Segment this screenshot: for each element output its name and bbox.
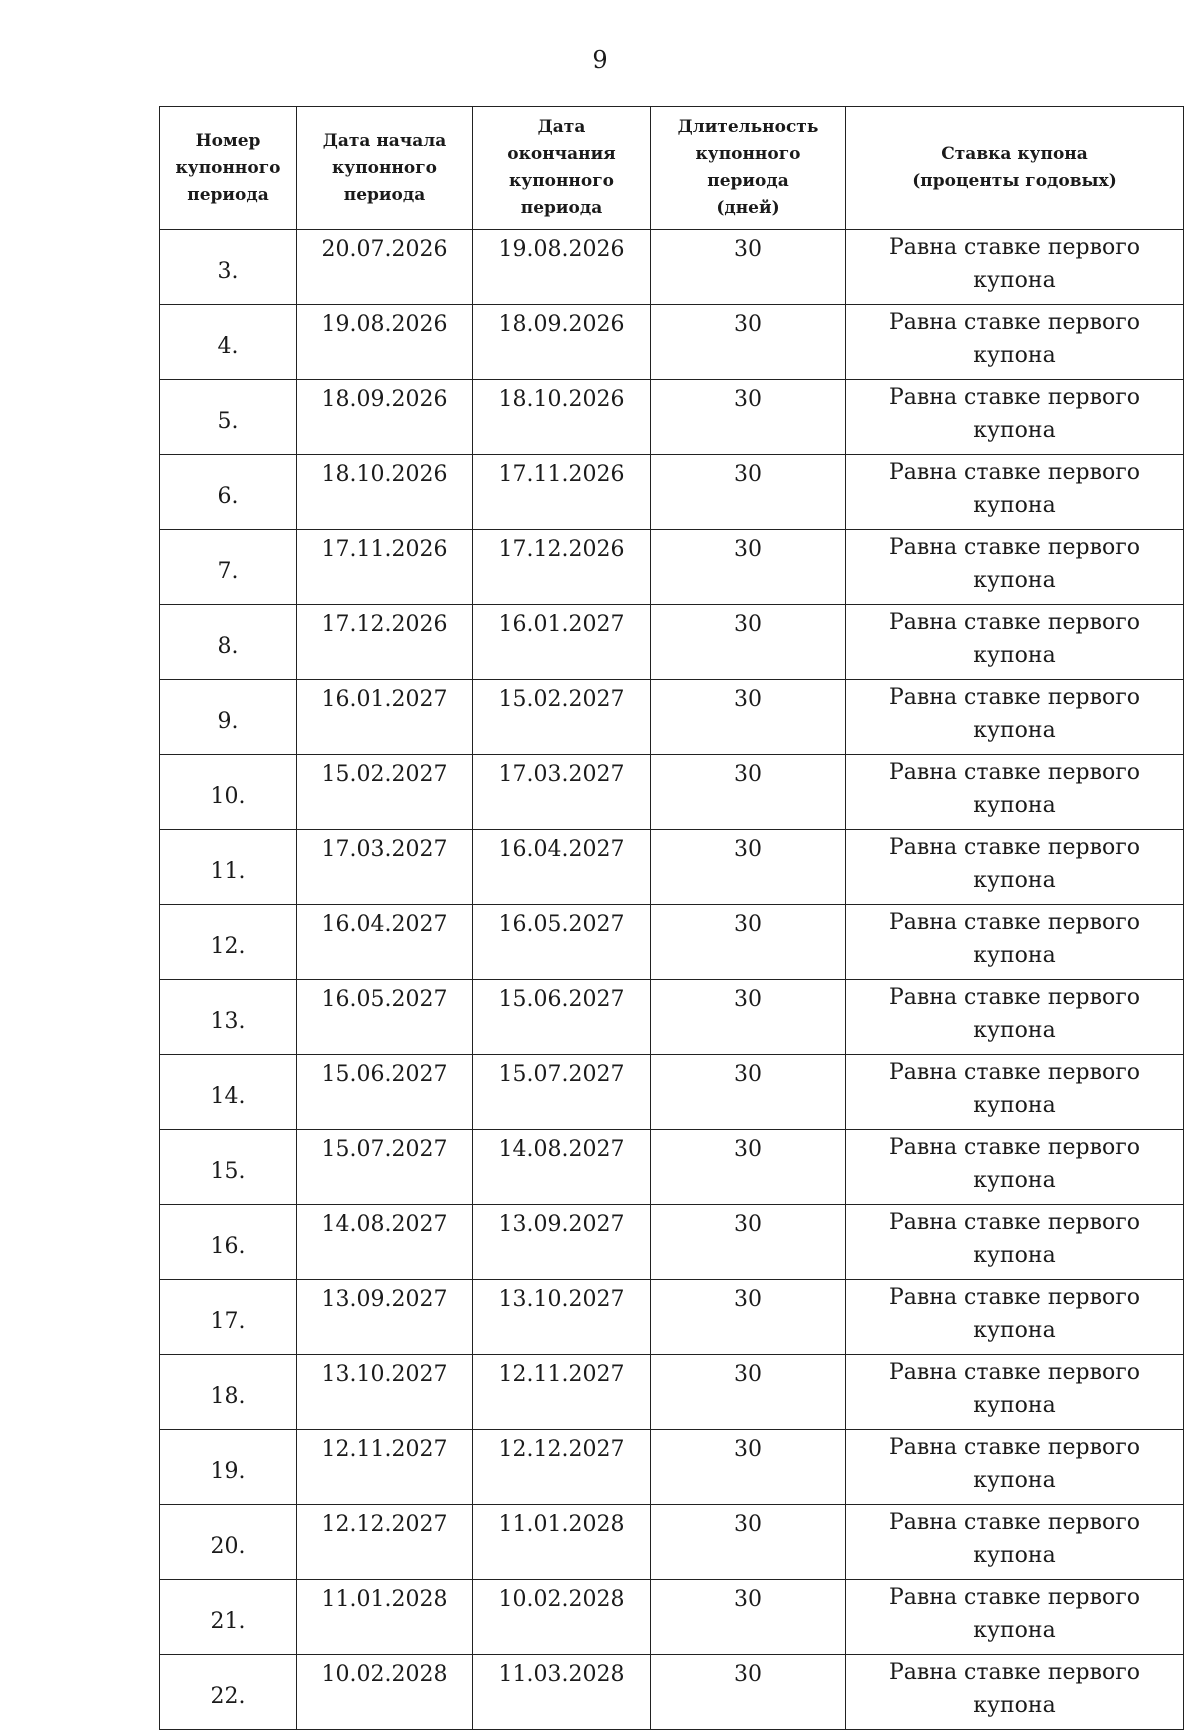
table-row xyxy=(160,455,1184,530)
duration-cell xyxy=(651,905,846,980)
header-label: Номер купонного периода xyxy=(175,130,281,205)
duration-cell-text: 30 xyxy=(734,1662,762,1687)
duration-cell xyxy=(651,605,846,680)
start-date-cell xyxy=(297,1130,473,1205)
coupon-rate-cell-text: Равна ставке первого купона xyxy=(888,235,1140,293)
start-date-cell-text: 13.09.2027 xyxy=(321,1287,448,1312)
table-row xyxy=(160,605,1184,680)
table-row xyxy=(160,305,1184,380)
end-date-cell xyxy=(473,1430,651,1505)
table-row xyxy=(160,1280,1184,1355)
end-date-cell xyxy=(473,1205,651,1280)
coupon-rate-cell xyxy=(846,455,1184,530)
start-date-cell xyxy=(297,305,473,380)
duration-cell-text: 30 xyxy=(734,1512,762,1537)
period-number-cell xyxy=(160,380,297,455)
period-number-cell xyxy=(160,530,297,605)
header-label: Дата окончания купонного периода xyxy=(507,117,616,218)
start-date-cell xyxy=(297,1205,473,1280)
end-date-cell xyxy=(473,680,651,755)
header-label: Ставка купона (проценты годовых) xyxy=(912,144,1117,191)
period-number-cell xyxy=(160,830,297,905)
duration-cell-text: 30 xyxy=(734,612,762,637)
start-date-cell xyxy=(297,605,473,680)
coupon-rate-cell xyxy=(846,1655,1184,1730)
end-date-cell-text: 15.07.2027 xyxy=(498,1062,625,1087)
end-date-cell-text: 18.09.2026 xyxy=(498,312,625,337)
coupon-rate-cell-text: Равна ставке первого купона xyxy=(888,1435,1140,1493)
end-date-cell xyxy=(473,380,651,455)
duration-cell-text: 30 xyxy=(734,1062,762,1087)
table-row xyxy=(160,530,1184,605)
period-number-cell xyxy=(160,1055,297,1130)
duration-cell xyxy=(651,530,846,605)
period-number-cell-text: 20. xyxy=(210,1533,246,1559)
period-number-cell-text: 12. xyxy=(210,933,246,959)
period-number-cell xyxy=(160,905,297,980)
coupon-rate-cell xyxy=(846,530,1184,605)
period-number-cell-text: 7. xyxy=(217,558,239,584)
coupon-rate-cell-text: Равна ставке первого купона xyxy=(888,610,1140,668)
coupon-rate-cell-text: Равна ставке первого купона xyxy=(888,835,1140,893)
start-date-cell-text: 10.02.2028 xyxy=(321,1662,448,1687)
coupon-rate-cell xyxy=(846,605,1184,680)
coupon-rate-cell xyxy=(846,1130,1184,1205)
end-date-cell-text: 12.11.2027 xyxy=(498,1362,625,1387)
table-row xyxy=(160,1205,1184,1280)
period-number-cell-text: 19. xyxy=(210,1458,246,1484)
end-date-cell-text: 11.03.2028 xyxy=(498,1662,625,1687)
duration-cell xyxy=(651,1055,846,1130)
end-date-cell xyxy=(473,1580,651,1655)
end-date-cell xyxy=(473,1505,651,1580)
duration-cell xyxy=(651,980,846,1055)
end-date-cell-text: 17.03.2027 xyxy=(498,762,625,787)
period-number-cell-text: 13. xyxy=(210,1008,246,1034)
period-number-cell-text: 18. xyxy=(210,1383,246,1409)
coupon-rate-cell-text: Равна ставке первого купона xyxy=(888,1135,1140,1193)
duration-cell xyxy=(651,305,846,380)
end-date-cell xyxy=(473,980,651,1055)
end-date-cell-text: 15.06.2027 xyxy=(498,987,625,1012)
coupon-rate-cell xyxy=(846,980,1184,1055)
end-date-cell xyxy=(473,755,651,830)
end-date-cell-text: 13.09.2027 xyxy=(498,1212,625,1237)
table-row xyxy=(160,905,1184,980)
coupon-rate-cell-text: Равна ставке первого купона xyxy=(888,460,1140,518)
duration-cell-text: 30 xyxy=(734,837,762,862)
end-date-cell xyxy=(473,830,651,905)
start-date-cell xyxy=(297,380,473,455)
page-number: 9 xyxy=(592,46,608,74)
period-number-cell xyxy=(160,230,297,305)
duration-cell-text: 30 xyxy=(734,1587,762,1612)
coupon-rate-cell-text: Равна ставке первого купона xyxy=(888,760,1140,818)
table-row xyxy=(160,680,1184,755)
start-date-cell xyxy=(297,755,473,830)
start-date-cell-text: 18.09.2026 xyxy=(321,387,448,412)
table-row xyxy=(160,980,1184,1055)
start-date-cell xyxy=(297,980,473,1055)
end-date-cell xyxy=(473,1355,651,1430)
coupon-rate-cell-text: Равна ставке первого купона xyxy=(888,1285,1140,1343)
table-row xyxy=(160,1430,1184,1505)
duration-cell xyxy=(651,1130,846,1205)
coupon-rate-cell xyxy=(846,1580,1184,1655)
table-header xyxy=(160,107,1184,230)
table-body xyxy=(160,230,1184,1730)
period-number-cell-text: 14. xyxy=(210,1083,246,1109)
table-row xyxy=(160,1130,1184,1205)
duration-cell-text: 30 xyxy=(734,687,762,712)
period-number-cell xyxy=(160,605,297,680)
coupon-rate-cell-text: Равна ставке первого купона xyxy=(888,985,1140,1043)
coupon-rate-cell-text: Равна ставке первого купона xyxy=(888,685,1140,743)
coupon-rate-cell-text: Равна ставке первого купона xyxy=(888,535,1140,593)
duration-cell-text: 30 xyxy=(734,1362,762,1387)
duration-cell xyxy=(651,1655,846,1730)
period-number-cell-text: 22. xyxy=(210,1683,246,1709)
start-date-cell xyxy=(297,1505,473,1580)
duration-cell xyxy=(651,830,846,905)
duration-cell xyxy=(651,755,846,830)
start-date-cell xyxy=(297,1580,473,1655)
coupon-rate-cell xyxy=(846,1355,1184,1430)
end-date-cell-text: 16.04.2027 xyxy=(498,837,625,862)
coupon-rate-cell-text: Равна ставке первого купона xyxy=(888,1510,1140,1568)
end-date-cell xyxy=(473,1055,651,1130)
duration-cell-text: 30 xyxy=(734,1212,762,1237)
header-period-number xyxy=(160,107,297,230)
duration-cell xyxy=(651,455,846,530)
period-number-cell xyxy=(160,1280,297,1355)
start-date-cell-text: 17.12.2026 xyxy=(321,612,448,637)
period-number-cell xyxy=(160,680,297,755)
start-date-cell xyxy=(297,680,473,755)
coupon-rate-cell-text: Равна ставке первого купона xyxy=(888,1660,1140,1718)
period-number-cell-text: 3. xyxy=(217,258,239,284)
coupon-rate-cell xyxy=(846,680,1184,755)
table-row xyxy=(160,1055,1184,1130)
start-date-cell-text: 11.01.2028 xyxy=(321,1587,448,1612)
coupon-rate-cell-text: Равна ставке первого купона xyxy=(888,385,1140,443)
duration-cell xyxy=(651,1355,846,1430)
start-date-cell-text: 12.12.2027 xyxy=(321,1512,448,1537)
end-date-cell-text: 11.01.2028 xyxy=(498,1512,625,1537)
period-number-cell xyxy=(160,755,297,830)
duration-cell xyxy=(651,1505,846,1580)
duration-cell-text: 30 xyxy=(734,462,762,487)
start-date-cell-text: 16.05.2027 xyxy=(321,987,448,1012)
period-number-cell-text: 17. xyxy=(210,1308,246,1334)
start-date-cell-text: 16.04.2027 xyxy=(321,912,448,937)
duration-cell-text: 30 xyxy=(734,312,762,337)
end-date-cell-text: 10.02.2028 xyxy=(498,1587,625,1612)
coupon-rate-cell xyxy=(846,755,1184,830)
start-date-cell-text: 19.08.2026 xyxy=(321,312,448,337)
coupon-rate-cell xyxy=(846,1205,1184,1280)
duration-cell-text: 30 xyxy=(734,987,762,1012)
header-label: Дата начала купонного периода xyxy=(322,130,447,205)
coupon-rate-cell-text: Равна ставке первого купона xyxy=(888,910,1140,968)
start-date-cell-text: 18.10.2026 xyxy=(321,462,448,487)
header-end-date xyxy=(473,107,651,230)
coupon-rate-cell-text: Равна ставке первого купона xyxy=(888,1060,1140,1118)
coupon-rate-cell xyxy=(846,1430,1184,1505)
coupon-schedule-table xyxy=(159,106,1184,1730)
period-number-cell-text: 6. xyxy=(217,483,239,509)
end-date-cell-text: 18.10.2026 xyxy=(498,387,625,412)
end-date-cell-text: 13.10.2027 xyxy=(498,1287,625,1312)
coupon-rate-cell-text: Равна ставке первого купона xyxy=(888,310,1140,368)
start-date-cell-text: 15.02.2027 xyxy=(321,762,448,787)
coupon-rate-cell-text: Равна ставке первого купона xyxy=(888,1360,1140,1418)
start-date-cell xyxy=(297,1055,473,1130)
end-date-cell-text: 16.05.2027 xyxy=(498,912,625,937)
start-date-cell xyxy=(297,1655,473,1730)
end-date-cell-text: 12.12.2027 xyxy=(498,1437,625,1462)
start-date-cell xyxy=(297,455,473,530)
end-date-cell xyxy=(473,905,651,980)
end-date-cell xyxy=(473,230,651,305)
end-date-cell xyxy=(473,1130,651,1205)
coupon-rate-cell xyxy=(846,1505,1184,1580)
coupon-rate-cell xyxy=(846,305,1184,380)
duration-cell-text: 30 xyxy=(734,912,762,937)
end-date-cell xyxy=(473,1280,651,1355)
start-date-cell xyxy=(297,230,473,305)
end-date-cell-text: 17.12.2026 xyxy=(498,537,625,562)
period-number-cell-text: 10. xyxy=(210,783,246,809)
coupon-rate-cell xyxy=(846,830,1184,905)
table-row xyxy=(160,230,1184,305)
start-date-cell xyxy=(297,830,473,905)
table-row xyxy=(160,380,1184,455)
duration-cell-text: 30 xyxy=(734,1437,762,1462)
duration-cell-text: 30 xyxy=(734,237,762,262)
period-number-cell-text: 4. xyxy=(217,333,239,359)
start-date-cell-text: 13.10.2027 xyxy=(321,1362,448,1387)
period-number-cell-text: 9. xyxy=(217,708,239,734)
coupon-rate-cell xyxy=(846,230,1184,305)
period-number-cell xyxy=(160,455,297,530)
end-date-cell xyxy=(473,1655,651,1730)
end-date-cell-text: 17.11.2026 xyxy=(498,462,625,487)
coupon-rate-cell-text: Равна ставке первого купона xyxy=(888,1210,1140,1268)
table-row xyxy=(160,755,1184,830)
header-row xyxy=(160,107,1184,230)
start-date-cell-text: 17.03.2027 xyxy=(321,837,448,862)
start-date-cell-text: 16.01.2027 xyxy=(321,687,448,712)
period-number-cell-text: 15. xyxy=(210,1158,246,1184)
duration-cell-text: 30 xyxy=(734,1287,762,1312)
start-date-cell-text: 12.11.2027 xyxy=(321,1437,448,1462)
duration-cell-text: 30 xyxy=(734,762,762,787)
coupon-rate-cell-text: Равна ставке первого купона xyxy=(888,1585,1140,1643)
coupon-rate-cell xyxy=(846,905,1184,980)
start-date-cell xyxy=(297,1280,473,1355)
duration-cell xyxy=(651,230,846,305)
end-date-cell-text: 15.02.2027 xyxy=(498,687,625,712)
header-duration xyxy=(651,107,846,230)
start-date-cell-text: 14.08.2027 xyxy=(321,1212,448,1237)
period-number-cell xyxy=(160,1205,297,1280)
duration-cell-text: 30 xyxy=(734,1137,762,1162)
period-number-cell-text: 5. xyxy=(217,408,239,434)
duration-cell xyxy=(651,680,846,755)
duration-cell xyxy=(651,1580,846,1655)
start-date-cell-text: 15.06.2027 xyxy=(321,1062,448,1087)
duration-cell-text: 30 xyxy=(734,537,762,562)
table-row xyxy=(160,1580,1184,1655)
start-date-cell-text: 20.07.2026 xyxy=(321,237,448,262)
end-date-cell-text: 16.01.2027 xyxy=(498,612,625,637)
period-number-cell xyxy=(160,1430,297,1505)
end-date-cell xyxy=(473,530,651,605)
header-label: Длительность купонного периода (дней) xyxy=(677,117,819,218)
duration-cell xyxy=(651,380,846,455)
period-number-cell-text: 16. xyxy=(210,1233,246,1259)
duration-cell-text: 30 xyxy=(734,387,762,412)
header-coupon-rate xyxy=(846,107,1184,230)
period-number-cell xyxy=(160,1355,297,1430)
period-number-cell-text: 11. xyxy=(210,858,246,884)
start-date-cell xyxy=(297,1430,473,1505)
coupon-rate-cell xyxy=(846,380,1184,455)
duration-cell xyxy=(651,1430,846,1505)
coupon-rate-cell xyxy=(846,1055,1184,1130)
period-number-cell xyxy=(160,1580,297,1655)
period-number-cell xyxy=(160,1130,297,1205)
end-date-cell xyxy=(473,455,651,530)
period-number-cell xyxy=(160,305,297,380)
end-date-cell-text: 14.08.2027 xyxy=(498,1137,625,1162)
end-date-cell xyxy=(473,305,651,380)
table-row xyxy=(160,1355,1184,1430)
table-row xyxy=(160,830,1184,905)
start-date-cell-text: 15.07.2027 xyxy=(321,1137,448,1162)
table-row xyxy=(160,1655,1184,1730)
period-number-cell-text: 8. xyxy=(217,633,239,659)
start-date-cell-text: 17.11.2026 xyxy=(321,537,448,562)
header-start-date xyxy=(297,107,473,230)
duration-cell xyxy=(651,1205,846,1280)
period-number-cell xyxy=(160,1655,297,1730)
start-date-cell xyxy=(297,1355,473,1430)
start-date-cell xyxy=(297,530,473,605)
end-date-cell-text: 19.08.2026 xyxy=(498,237,625,262)
end-date-cell xyxy=(473,605,651,680)
duration-cell xyxy=(651,1280,846,1355)
period-number-cell xyxy=(160,980,297,1055)
table-row xyxy=(160,1505,1184,1580)
coupon-rate-cell xyxy=(846,1280,1184,1355)
period-number-cell xyxy=(160,1505,297,1580)
period-number-cell-text: 21. xyxy=(210,1608,246,1634)
start-date-cell xyxy=(297,905,473,980)
